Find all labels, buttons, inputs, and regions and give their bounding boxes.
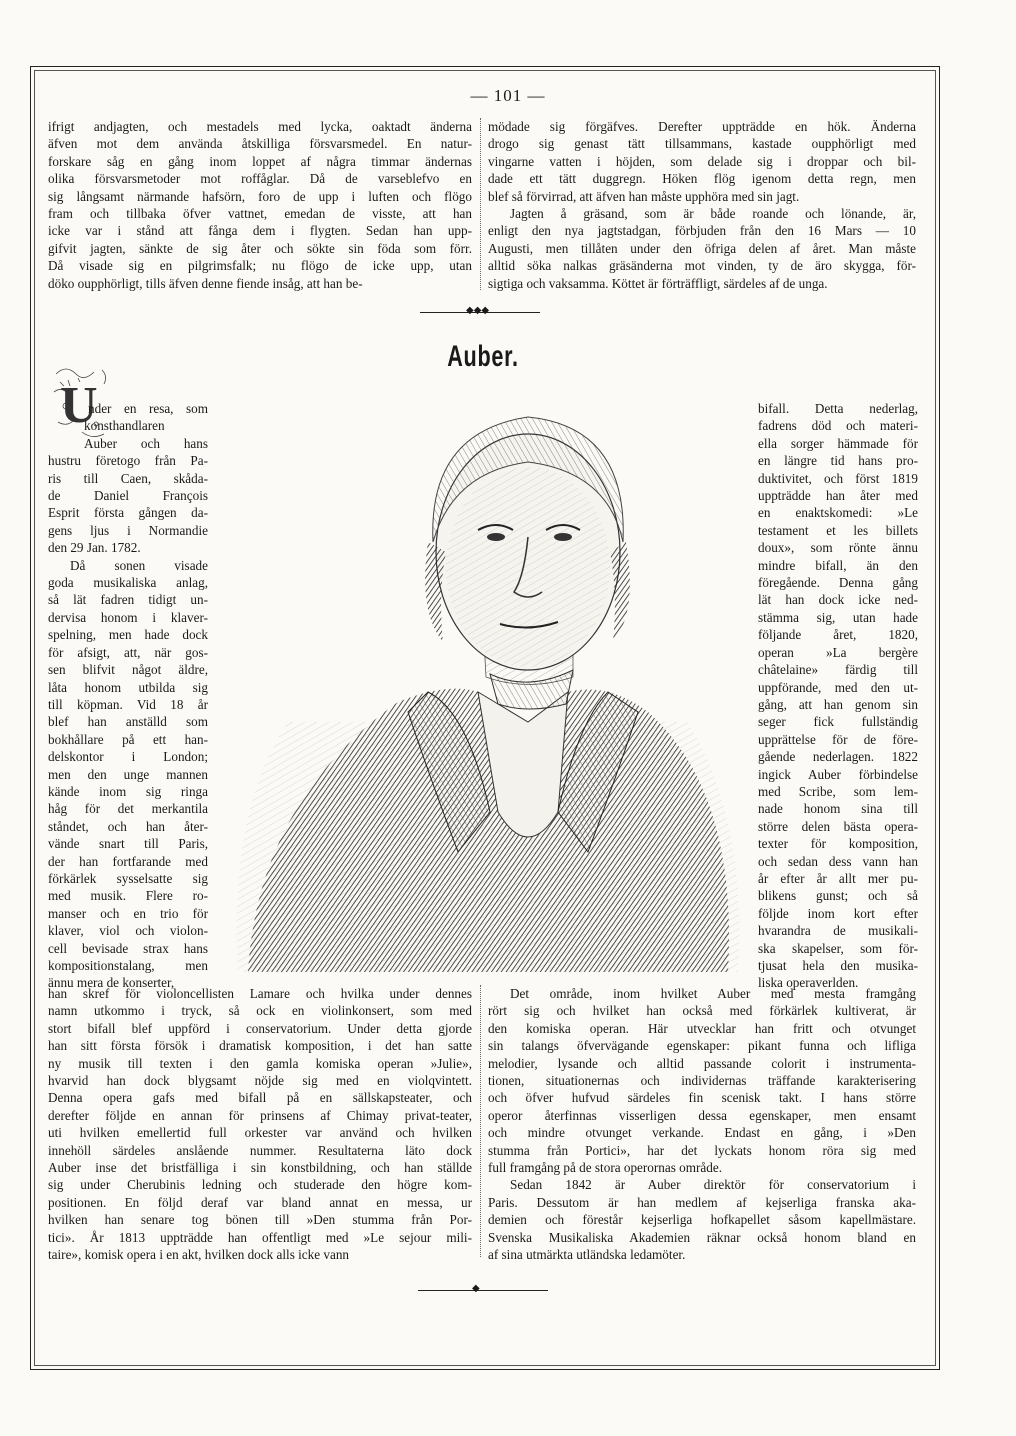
text-line: gifvit jagten, sänkte de sig åter och sökte sin föda som förr. [48, 240, 472, 256]
text-line: enligt den nya jagtstadgan, förbjuden från den 16 Mars — 10 [488, 223, 916, 239]
text-line: han sitt första försök i dramatisk komposition, i det han satte [48, 1038, 472, 1054]
text-line: så lät fadren tidigt un- [48, 592, 208, 608]
text-line: den komiska operan. Här utvecklar han fritt och otvunget [488, 1020, 916, 1036]
text-line: år efter år allt mer pu- [758, 870, 918, 886]
text-line: sen blifvit något äldre, [48, 662, 208, 678]
text-line: seger fick fullständig [758, 714, 918, 730]
text-line: äfven mot dem använda åtskilliga försvarsmedel. En natur- [48, 136, 472, 152]
section-divider-ornament: ◆◆◆ [466, 305, 490, 316]
text-line: forskare såg en gång inom loppet af några timmar ändernas [48, 153, 472, 169]
top-column-rule [480, 118, 481, 290]
text-line: uppträdde han åter med [758, 488, 918, 504]
text-line: tjusat hela den musika- [758, 958, 918, 973]
dropcap-letter: U [60, 377, 98, 434]
text-line: nder en resa, som [88, 401, 208, 416]
text-line: ska skapelser, som för- [758, 940, 918, 956]
text-line: bokhållare på ett han- [48, 731, 208, 747]
text-line: uppförande, med den ut- [758, 679, 918, 695]
text-line: operor återfinnas visserligen dessa egenskaper, men ensamt [488, 1107, 916, 1123]
text-line: en längre tid hans pro- [758, 453, 918, 469]
text-line: sin talangs öfvervägande egenskaper: pikant funna och lifliga [488, 1038, 916, 1054]
text-line: Auber inse det bristfälliga i sin konstbildning, och han ställde [48, 1160, 472, 1176]
article-left-column [48, 400, 208, 992]
text-line: demien och förestår kejserliga hofkapellet såsom kapellmästare. [488, 1212, 916, 1228]
text-line: texter för komposition, [758, 836, 918, 852]
text-line: blef så förvirrad, att äfven han måste upphöra med sin jagt. [488, 188, 800, 204]
text-line: Då sonen visade [70, 557, 208, 573]
article-bottom-left-column [48, 985, 472, 1264]
text-line: testament et les billets [758, 522, 918, 538]
text-line: med Scribe, som lem- [758, 783, 918, 799]
text-line: icke var i stånd att fånga dem i flygten. Sedan han upp- [48, 223, 472, 239]
text-line: föregående. Denna gång [758, 575, 918, 591]
text-line: ståndet, och han åter- [48, 818, 208, 834]
auber-portrait [228, 392, 748, 972]
text-line: cell bevisade strax hans [48, 940, 208, 956]
text-line: döko oupphörligt, tills äfven denne fiende insåg, att han be- [48, 275, 363, 291]
text-line: ris till Caen, skåda- [48, 470, 208, 486]
text-line: Denna opera gafs med bifall på en sällskapsteater, och [48, 1090, 472, 1106]
text-line: följde inom kort efter [758, 905, 918, 921]
top-left-column [48, 118, 472, 292]
article-right-column [758, 400, 918, 992]
text-line: konsthandlaren [84, 418, 165, 434]
text-line: stort bifall blef uppförd i conservatorium. Under detta gjorde [48, 1020, 472, 1036]
text-line: kände inom sig ringa [48, 783, 208, 799]
text-line: châtelaine» färdig till [758, 662, 918, 678]
text-line: operan »La bergère [758, 644, 918, 660]
text-line: ella sorger hämmade för [758, 435, 918, 451]
text-line: hvilken han senare tog bönen till »Den stumma från Por- [48, 1212, 472, 1228]
text-line: lät han dock icke ned- [758, 592, 918, 608]
text-line: rört sig och hvilket han också med förkärlek kultiverat, är [488, 1003, 916, 1019]
text-line: en enaktskomedi: »Le [758, 505, 918, 521]
text-line: alltid söka nalkas gräsänderna mot vinden, ty de äro skygga, för- [488, 258, 916, 274]
text-line: sig under Cherubinis ledning och studerade den högre kom- [48, 1177, 472, 1193]
article-title: Auber. [447, 340, 519, 373]
text-line: uti hvilken emellertid full orkester var använd och hvilken [48, 1125, 472, 1141]
text-line: hvarandra de musikali- [758, 923, 918, 939]
text-line: mödade sig förgäfves. Derefter uppträdde en hök. Änderna [488, 119, 916, 134]
text-line: melodier, lysande och alltid passande colorit i instrumenta- [488, 1055, 916, 1071]
top-right-column [488, 118, 916, 292]
text-line: gens ljus i Normandie [48, 522, 208, 538]
text-line: Auber och hans [84, 435, 208, 451]
text-line: sig långsamt närmande hafsörn, foro de upp i luften och flögo [48, 188, 472, 204]
text-line: liska operaverlden. [758, 975, 859, 991]
text-line: Sedan 1842 är Auber direktör för conservatorium i [510, 1177, 916, 1193]
text-line: större delen bästa opera- [758, 818, 918, 834]
text-line: Augusti, men tillåten under den öfriga delen af året. Man måste [488, 240, 916, 256]
text-line: klaver, viol och violon- [48, 923, 208, 939]
text-line: håg för det merkantila [48, 801, 208, 817]
text-line: doux», som rönte ännu [758, 540, 918, 556]
text-line: följande året, 1820, [758, 627, 918, 643]
text-line: ingick Auber förbindelse [758, 766, 918, 782]
text-line: full framgång på de stora operornas område. [488, 1160, 722, 1176]
text-line: positionen. En följd deraf var bland annat en messa, ur [48, 1194, 472, 1210]
text-line: förkärlek sysselsatte sig [48, 870, 208, 886]
text-line: Paris. Dessutom är han medlem af kejserliga franska aka- [488, 1194, 916, 1210]
text-line: namn utkommo i tryck, så ock en violinkonsert, som med [48, 1003, 472, 1019]
text-line: delskontor i London; [48, 749, 208, 765]
page-number: — 101 — [470, 86, 546, 105]
text-line: nade honom sina till [758, 801, 918, 817]
text-line: blef han anställd som [48, 714, 208, 730]
text-line: och mindre otvunget verkande. Endast en gång, i »Den [488, 1125, 916, 1141]
text-line: manser och en trio för [48, 905, 208, 921]
text-line: dervisa honom i klaver- [48, 609, 208, 625]
text-line: ny musik till texten i den gamla komiska operan »Julie», [48, 1055, 472, 1071]
text-line: gående nederlagen. 1822 [758, 749, 918, 765]
text-line: duktivitet, och först 1819 [758, 470, 918, 486]
text-line: ännu mera de konserter, [48, 975, 175, 991]
text-line: mindre bifall, än den [758, 557, 918, 573]
text-line: olika försvarsmetoder mot roffåglar. Då de varseblefvo en [48, 171, 472, 187]
text-line: derefter följde en annan för prinsens af Chimay privat-teater, [48, 1107, 472, 1123]
bottom-column-rule [480, 985, 481, 1257]
text-line: gång, att han genom sin [758, 696, 918, 712]
text-line: dade ett tätt duggregn. Höken flög igenom detta regn, men [488, 171, 916, 187]
text-line: spelning, men hade dock [48, 627, 208, 643]
text-line: med musik. Flere ro- [48, 888, 208, 904]
text-line: tionen, situationernas och individernas träffande karakterisering [488, 1073, 916, 1089]
text-line: taire», komisk opera i en akt, hvilken dock alls icke vann [48, 1247, 350, 1263]
text-line: för afsigt, att, när gos- [48, 644, 208, 660]
text-line: Det område, inom hvilket Auber med mesta framgång [510, 986, 916, 1001]
text-line: de Daniel François [48, 488, 208, 504]
end-divider [418, 1290, 548, 1291]
text-line: men den unge mannen [48, 766, 208, 782]
text-line: ifrigt andjagten, och mestadels med lycka, oaktadt änderna [48, 119, 472, 134]
text-line: Svenska Musikaliska Akademien räknar också honom bland en [488, 1229, 916, 1245]
text-line: vände snart till Paris, [48, 836, 208, 852]
text-line: Jagten å gräsand, som är både roande och lönande, är, [510, 206, 916, 222]
text-line: drogo sig genast tätt tillsammans, kastade oupphörligt med [488, 136, 916, 152]
text-line: den 29 Jan. 1782. [48, 540, 141, 556]
text-line: kompositionstalang, men [48, 958, 208, 973]
text-line: vingarne vatten i höjden, som delade sig i droppar och bil- [488, 153, 916, 169]
text-line: hvarvid han dock blygsamt nöjde sig med en violqvintett. [48, 1073, 472, 1089]
text-line: stämma sig, utan hade [758, 609, 918, 625]
end-divider-ornament: ◆ [472, 1283, 480, 1294]
text-line: upprättelse för de före- [758, 731, 918, 747]
text-line: låta honom utbilda sig [48, 679, 208, 695]
text-line: der han fortfarande med [48, 853, 208, 869]
text-line: Då visade sig en pilgrimsfalk; nu flögo de icke upp, utan [48, 258, 472, 274]
text-line: bifall. Detta nederlag, [758, 401, 918, 416]
text-line: sigtiga och vaksamma. Köttet är förträffligt, särdeles af de unga. [488, 275, 828, 291]
text-line: stumma från Portici», har det lyckats honom röra sig med [488, 1142, 916, 1158]
text-line: fram och tillbaka öfver vattnet, emedan de visste, att han [48, 206, 472, 222]
text-line: tici». År 1813 uppträdde han offentligt med »Le sejour mili- [48, 1229, 472, 1245]
text-line: blikens gunst; och så [758, 888, 918, 904]
text-line: hustru företogo från Pa- [48, 453, 208, 469]
text-line: han skref för violoncellisten Lamare och hvilka under dennes [48, 986, 472, 1001]
text-line: Esprit första gången da- [48, 505, 208, 521]
text-line: fadrens död och materi- [758, 418, 918, 434]
text-line: till köpman. Vid 18 år [48, 696, 208, 712]
text-line: af sina utmärkta utländska ledamöter. [488, 1247, 686, 1263]
text-line: och öfver hufvud särdeles fin scenisk takt. I hans större [488, 1090, 916, 1106]
article-bottom-right-column [488, 985, 916, 1264]
text-line: goda musikaliska anlag, [48, 575, 208, 591]
text-line: och sedan dess vann han [758, 853, 918, 869]
text-line: innehöll särdeles anslående nummer. Resultaterna läto dock [48, 1142, 472, 1158]
